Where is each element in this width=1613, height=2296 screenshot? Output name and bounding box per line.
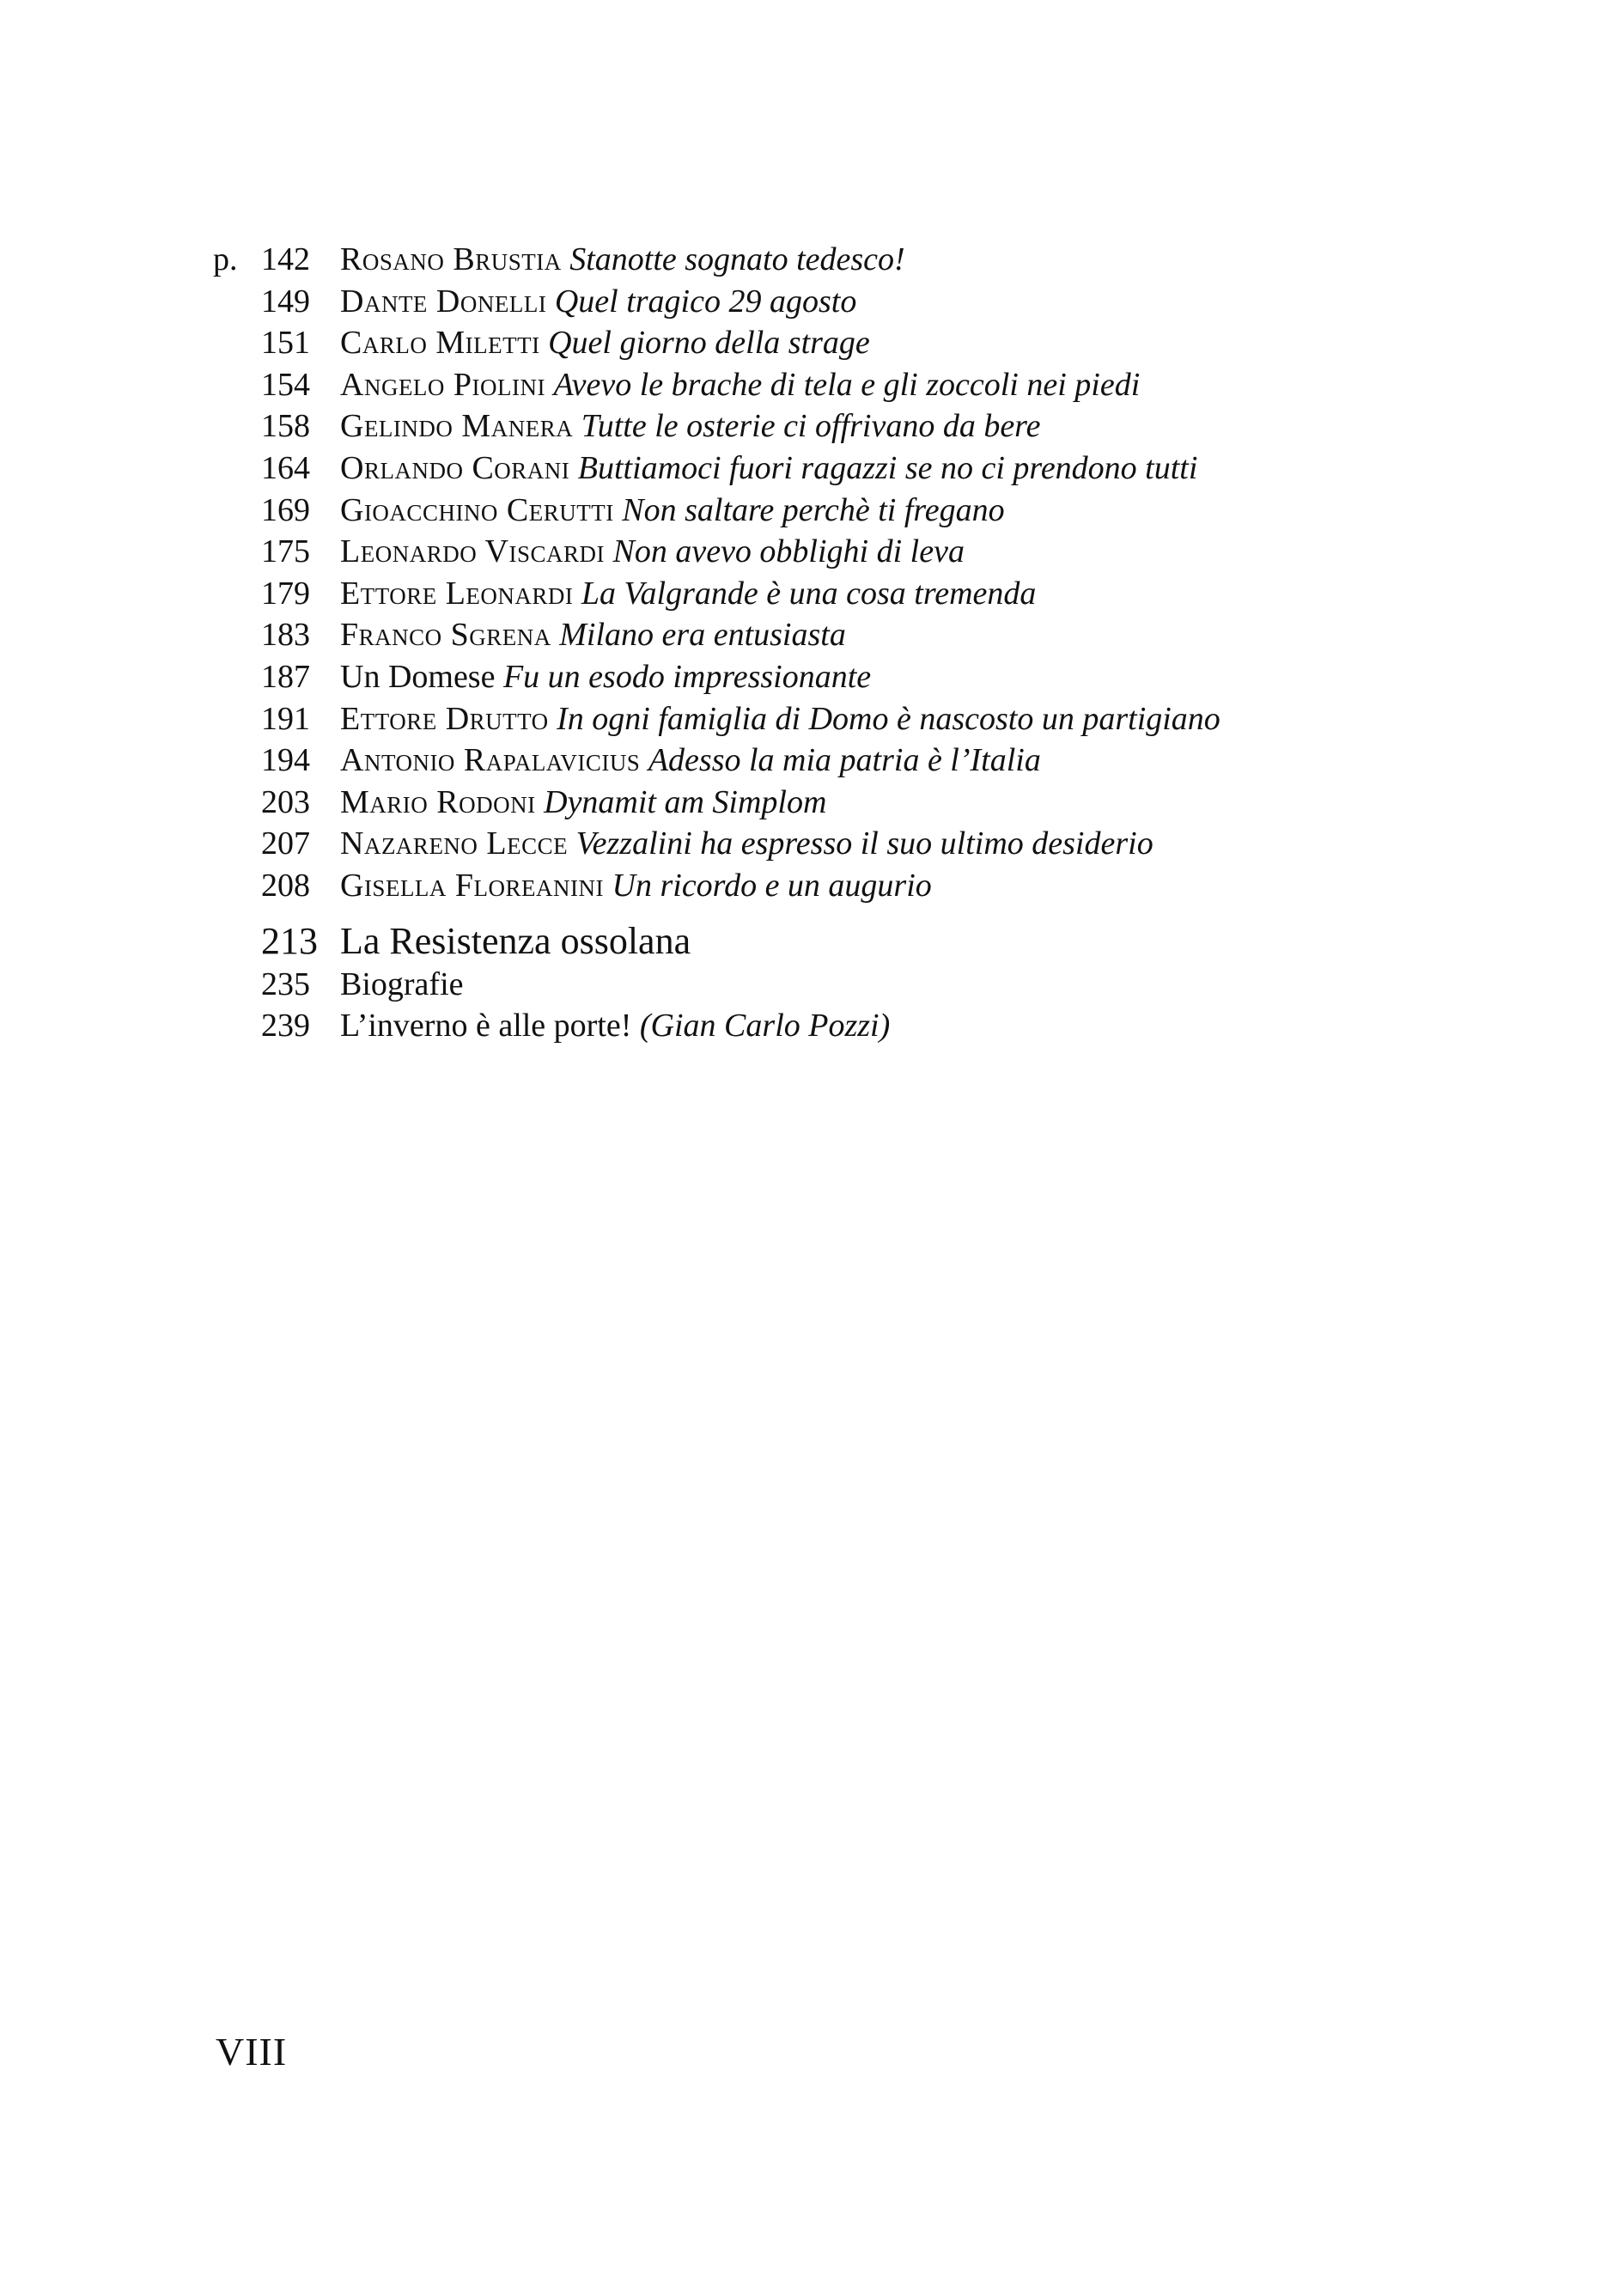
toc-entry: [213, 740, 1415, 782]
entry-title: Dynamit am Simplom: [544, 783, 827, 820]
entry-author: Rosano Brustia: [340, 241, 562, 277]
entry-title: Fu un esodo impressionante: [502, 658, 872, 695]
entry-page-number: 203: [261, 783, 310, 820]
toc-entry: [213, 364, 1415, 406]
toc-section: [213, 919, 1415, 964]
entry-author: Franco Sgrena: [340, 617, 551, 654]
entry-author: Un Domese: [340, 658, 496, 695]
section-author: (Gian Carlo Pozzi): [639, 1008, 891, 1044]
page-folio: VIII: [216, 2030, 288, 2074]
entry-page-number: 149: [261, 283, 310, 320]
entry-author: Gioacchino Cerutti: [340, 491, 614, 528]
toc-entry: [213, 239, 1415, 281]
entry-page-number: 142: [261, 241, 310, 277]
entry-author: Nazareno Lecce: [340, 825, 569, 862]
entry-title: Stanotte sognato tedesco!: [569, 241, 905, 277]
toc-entry: [213, 573, 1415, 615]
toc-entry: [213, 405, 1415, 448]
toc-entry: [213, 531, 1415, 573]
entry-page-number: 158: [261, 408, 310, 445]
section-page-number: 239: [261, 1008, 310, 1044]
entry-page-number: 187: [261, 658, 310, 695]
entry-author: Leonardo Viscardi: [340, 533, 605, 570]
entry-page-number: 183: [261, 617, 310, 654]
entry-page-number: 208: [261, 867, 310, 904]
toc-entry: [213, 865, 1415, 907]
section-page-number: 235: [261, 965, 310, 1002]
entry-title: In ogni famiglia di Domo è nascosto un partigiano: [557, 700, 1220, 737]
entry-page-number: 179: [261, 575, 310, 612]
entry-page-number: 207: [261, 825, 310, 862]
toc-entry: [213, 656, 1415, 698]
entry-title: Vezzalini ha espresso il suo ultimo desiderio: [575, 825, 1153, 862]
entry-title: Buttiamoci fuori ragazzi se no ci prendono tutti: [577, 449, 1198, 486]
toc-section: [213, 964, 1415, 1006]
entry-title: Adesso la mia patria è l’Italia: [648, 742, 1041, 779]
toc-entry: [213, 490, 1415, 532]
entry-title: Quel giorno della strage: [548, 325, 870, 362]
entry-title: Avevo le brache di tela e gli zoccoli nei piedi: [553, 366, 1141, 403]
entry-author: Carlo Miletti: [340, 325, 540, 362]
section-spacer: [213, 907, 1415, 919]
entry-page-number: 191: [261, 700, 310, 737]
toc-entry: [213, 614, 1415, 656]
entry-page-number: 154: [261, 366, 310, 403]
entry-page-number: 164: [261, 449, 310, 486]
toc-entry: [213, 823, 1415, 865]
entry-author: Ettore Leonardi: [340, 575, 574, 612]
section-page-number: 213: [261, 919, 318, 962]
entry-author: Gisella Floreanini: [340, 867, 605, 904]
table-of-contents: [213, 239, 1415, 1047]
entry-author: Angelo Piolini: [340, 366, 546, 403]
toc-entry: [213, 322, 1415, 364]
entry-author: Orlando Corani: [340, 449, 570, 486]
page-prefix: p.: [213, 241, 238, 277]
entry-author: Dante Donelli: [340, 283, 547, 320]
entry-title: Tutte le osterie ci offrivano da bere: [581, 408, 1041, 445]
entry-author: Ettore Drutto: [340, 700, 549, 737]
toc-entry: [213, 782, 1415, 824]
entry-author: Mario Rodoni: [340, 783, 536, 820]
section-label: L’inverno è alle porte!: [340, 1008, 632, 1044]
entry-author: Antonio Rapalavicius: [340, 742, 641, 779]
entry-title: Un ricordo e un augurio: [612, 867, 932, 904]
toc-entry: [213, 281, 1415, 323]
entry-page-number: 175: [261, 533, 310, 570]
entry-title: Quel tragico 29 agosto: [554, 283, 857, 320]
entry-page-number: 194: [261, 742, 310, 779]
entry-page-number: 169: [261, 491, 310, 528]
toc-section: [213, 1005, 1415, 1047]
entry-page-number: 151: [261, 325, 310, 362]
toc-entry: [213, 698, 1415, 740]
toc-entry: [213, 448, 1415, 490]
entry-title: Non saltare perchè ti fregano: [622, 491, 1005, 528]
entry-title: Milano era entusiasta: [559, 617, 846, 654]
entry-author: Gelindo Manera: [340, 408, 574, 445]
section-label: La Resistenza ossolana: [340, 919, 691, 962]
entry-title: La Valgrande è una cosa tremenda: [581, 575, 1037, 612]
entry-title: Non avevo obblighi di leva: [612, 533, 965, 570]
section-label: Biografie: [340, 965, 464, 1002]
